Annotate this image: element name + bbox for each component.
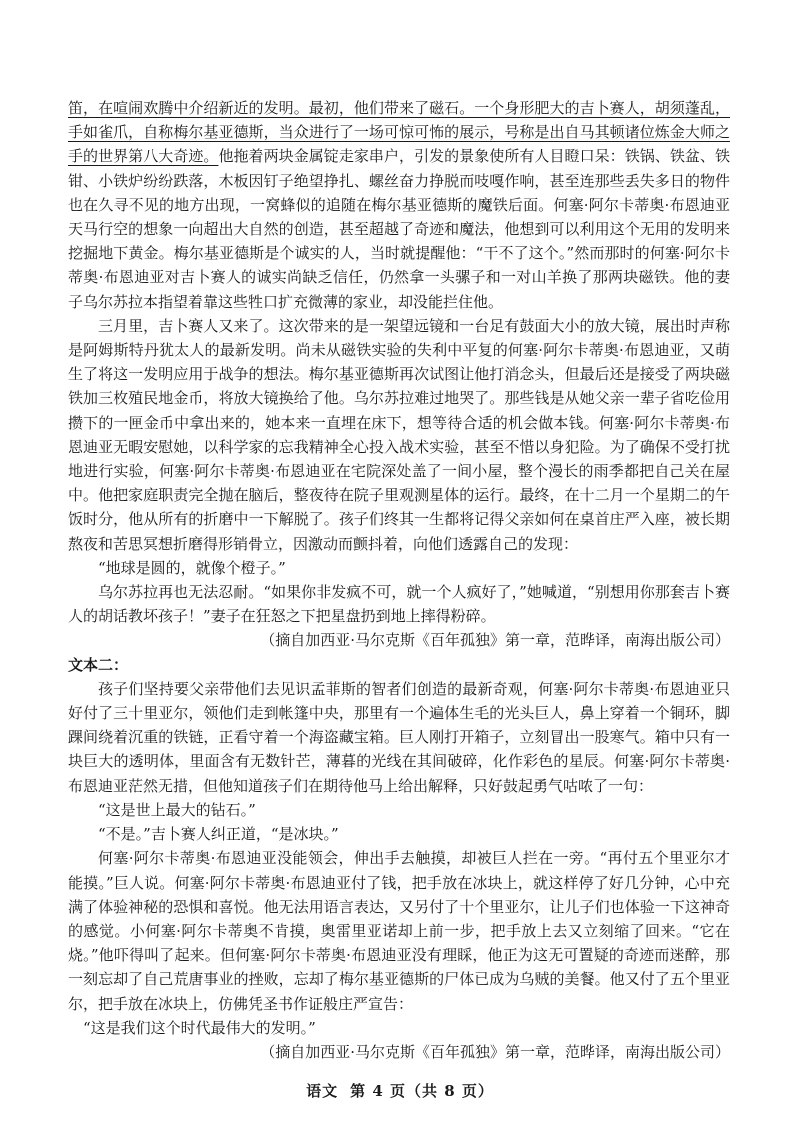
quote-diamond: “这是世上最大的钻石。” [98,800,256,819]
quote-earth-round: “地球是圆的，就像个橙子。” [98,558,286,577]
paragraph-4: 孩子们坚持要父亲带他们去见识孟菲斯的智者们创造的最新奇观，何塞·阿尔卡蒂奥·布恩迪亚只好付了三十里亚尔，领他们走到帐篷中央，那里有一个遍体生毛的光头巨人，鼻上穿着一个铜环，脚踝间绕着沉重的铁链，正看守着一个海盗藏宝箱。巨人刚打开箱子，立刻冒出一股寒气。箱中只有一块巨大的透明体，里面含有无数针芒，薄暮的光线在其间破碎，化作彩色的星辰。何塞·阿尔卡蒂奥·布恩迪亚茫然无措，但他知道孩子们在期待他马上给出解释，只好鼓起勇气咕哝了一句： [68,679,730,795]
source-citation-1: （摘自加西亚·马尔克斯《百年孤独》第一章，范晔译，南海出版公司） [260,631,730,650]
underlined-sentence: 笛，在喧闹欢腾中介绍新近的发明。最初，他们带来了磁石。一个身形肥大的吉卜赛人，胡须蓬乱，手如雀爪，自称梅尔基亚德斯，当众进行了一场可惊可怖的展示，号称是出自马其顿诸位炼金大师之手的世界第八大奇迹。 [68,99,730,166]
section-heading-text2: 文本二： [68,655,129,674]
paragraph-1-rest: 他拖着两块金属锭走家串户，引发的景象使所有人目瞪口呆：铁锅、铁盆、铁钳、小铁炉纷纷跌落，木板因钉子绝望挣扎、螺丝奋力挣脱而吱嘎作响，甚至连那些丢失多日的物件也在久寻不见的地方出现，一窝蜂似的追随在梅尔基亚德斯的魔铁后面。何塞·阿尔卡蒂奥·布恩迪亚天马行空的想象一向超出大自然的创造，甚至超越了奇迹和魔法，他想到可以利用这个无用的发明来挖掘地下黄金。梅尔基亚德斯是个诚实的人，当时就提醒他：“干不了这个。”然而那时的何塞·阿尔卡蒂奥·布恩迪亚对吉卜赛人的诚实尚缺乏信任，仍然拿一头骡子和一对山羊换了那两块磁铁。他的妻子乌尔苏拉本指望着靠这些牲口扩充微薄的家业，却没能拦住他。 [68,147,730,311]
footer-page-number: 第 4 页（共 8 页） [350,1082,494,1100]
page-footer [0,1080,800,1101]
paragraph-5: 何塞·阿尔卡蒂奥·布恩迪亚没能领会，伸出手去触摸，却被巨人拦在一旁。“再付五个里亚尔才能摸。”巨人说。何塞·阿尔卡蒂奥·布恩迪亚付了钱，把手放在冰块上，就这样停了好几分钟，心中充满了体验神秘的恐惧和喜悦。他无法用语言表达，又另付了十个里亚尔，让儿子们也体验一下这神奇的感觉。小何塞·阿尔卡蒂奥不肯摸，奥雷里亚诺却上前一步，把手放上去又立刻缩了回来。“它在烧。”他吓得叫了起来。但何塞·阿尔卡蒂奥·布恩迪亚没有理睬，他正为这无可置疑的奇迹而迷醉，那一刻忘却了自己荒唐事业的挫败，忘却了梅尔基亚德斯的尸体已成为乌贼的美餐。他又付了五个里亚尔，把手放在冰块上，仿佛凭圣书作证般庄严宣告： [68,849,730,1013]
quote-ice: “不是。”吉卜赛人纠正道，“是冰块。” [98,825,339,844]
source-citation-2: （摘自加西亚·马尔克斯《百年孤独》第一章，范晔译，南海出版公司） [260,1042,730,1061]
paragraph-2: 三月里，吉卜赛人又来了。这次带来的是一架望远镜和一台足有鼓面大小的放大镜，展出时声称是阿姆斯特丹犹太人的最新发明。尚未从磁铁实验的失利中平复的何塞·阿尔卡蒂奥·布恩迪亚，又萌生了将这一发明应用于战争的想法。梅尔基亚德斯再次试图让他打消念头，但最后还是接受了两块磁铁加三枚殖民地金币，将放大镜换给了他。乌尔苏拉难过地哭了。那些钱是从她父亲一辈子省吃俭用攒下的一匣金币中拿出来的，她本来一直埋在床下，想等待合适的机会做本钱。何塞·阿尔卡蒂奥·布恩迪亚无暇安慰她，以科学家的忘我精神全心投入战术实验，甚至不惜以身犯险。为了确保不受打扰地进行实验，何塞·阿尔卡蒂奥·布恩迪亚在宅院深处盖了一间小屋，整个漫长的雨季都把自己关在屋中。他把家庭职责完全抛在脑后，整夜待在院子里观测星体的运行。最终，在十二月一个星期二的午饭时分，他从所有的折磨中一下解脱了。孩子们终其一生都将记得父亲如何在桌首庄严入座，被长期熬夜和苦思冥想折磨得形销骨立，因激动而颤抖着，向他们透露自己的发现： [68,316,730,553]
passage-body [68,96,730,1064]
paragraph-3: 乌尔苏拉再也无法忍耐。“如果你非发疯不可，就一个人疯好了，”她喊道，“别想用你那套吉卜赛人的胡话教坏孩子！”妻子在狂怒之下把星盘扔到地上摔得粉碎。 [68,583,730,626]
footer-subject: 语文 [306,1082,339,1100]
quote-greatest-invention: “这是我们这个时代最伟大的发明。” [83,1018,316,1037]
paragraph-1 [68,96,730,314]
